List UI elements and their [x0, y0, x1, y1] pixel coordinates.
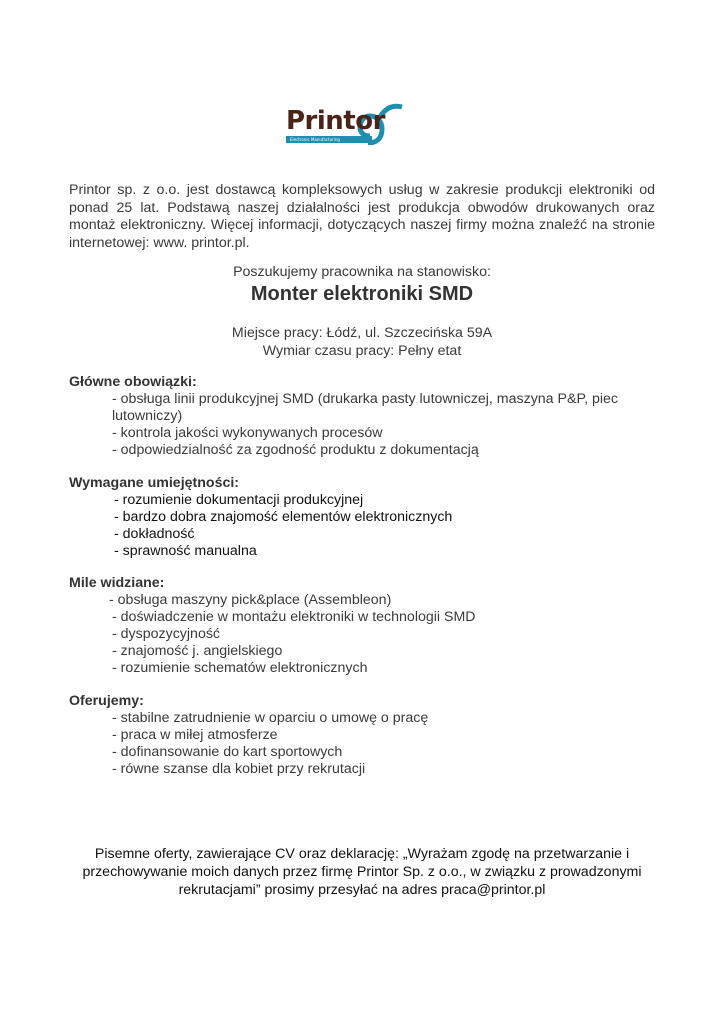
- seeking-line: Poszukujemy pracownika na stanowisko:: [233, 264, 491, 280]
- logo-wordmark: Printor: [286, 106, 385, 136]
- list-item: - dokładność: [114, 526, 195, 542]
- list-item: - dyspozycyjność: [112, 626, 221, 642]
- list-item: - dofinansowanie do kart sportowych: [112, 744, 343, 760]
- duties-list: [69, 391, 669, 459]
- list-item: - rozumienie schematów elektronicznych: [112, 660, 368, 676]
- list-item: - obsługa linii produkcyjnej SMD (drukarka pasty lutowniczej, maszyna P&P, piec lutowniczy): [112, 391, 618, 424]
- company-intro: Printor sp. z o.o. jest dostawcą kompleksowych usług w zakresie produkcji elektroniki od ponad 25 lat. Podstawą naszej działalności jest produkcja obwodów drukowanych oraz montaż elektroniczny. Więcej informacji, dotyczących naszej firmy można znaleźć na stronie internetowej: www. printor.pl.: [69, 182, 655, 251]
- company-logo: [286, 103, 404, 145]
- application-instructions: Pisemne oferty, zawierające CV oraz deklarację: „Wyrażam zgodę na przetwarzanie i przechowywanie moich danych przez firmę Printor Sp. z o.o., w związku z prowadzonymi rekrutacjami” prosimy przesyłać na adres praca@printor.pl: [82, 846, 642, 898]
- list-item: - równe szanse dla kobiet przy rekrutacji: [112, 761, 366, 777]
- offer-list: [69, 710, 669, 778]
- list-item: - odpowiedzialność za zgodność produktu z dokumentacją: [112, 442, 479, 458]
- skills-list: [69, 492, 669, 560]
- work-location: Miejsce pracy: Łódź, ul. Szczecińska 59A: [231, 325, 493, 341]
- work-time: Wymiar czasu pracy: Pełny etat: [262, 343, 462, 359]
- list-item: - sprawność manualna: [114, 543, 257, 559]
- list-item: - rozumienie dokumentacji produkcyjnej: [114, 492, 364, 508]
- skills-section: [69, 475, 669, 560]
- nice-to-have-list: [69, 592, 669, 677]
- list-item: - bardzo dobra znajomość elementów elektronicznych: [114, 509, 453, 525]
- logo-tagline: Electronic Manufacturing: [290, 137, 340, 142]
- list-item: - praca w miłej atmosferze: [112, 727, 278, 743]
- skills-heading: Wymagane umiejętności:: [69, 475, 240, 491]
- nice-to-have-section: [69, 575, 669, 677]
- list-item: - obsługa maszyny pick&place (Assembleon): [109, 592, 392, 608]
- job-title: Monter elektroniki SMD: [250, 283, 474, 305]
- offer-section: [69, 693, 669, 778]
- duties-heading: Główne obowiązki:: [69, 374, 197, 390]
- list-item: - stabilne zatrudnienie w oparciu o umowę o pracę: [112, 710, 429, 726]
- duties-section: [69, 374, 669, 459]
- offer-heading: Oferujemy:: [69, 693, 144, 709]
- list-item: - znajomość j. angielskiego: [112, 643, 283, 659]
- list-item: - doświadczenie w montażu elektroniki w technologii SMD: [112, 609, 476, 625]
- nice-to-have-heading: Mile widziane:: [69, 575, 165, 591]
- list-item: - kontrola jakości wykonywanych procesów: [112, 425, 383, 441]
- job-details: [0, 324, 724, 360]
